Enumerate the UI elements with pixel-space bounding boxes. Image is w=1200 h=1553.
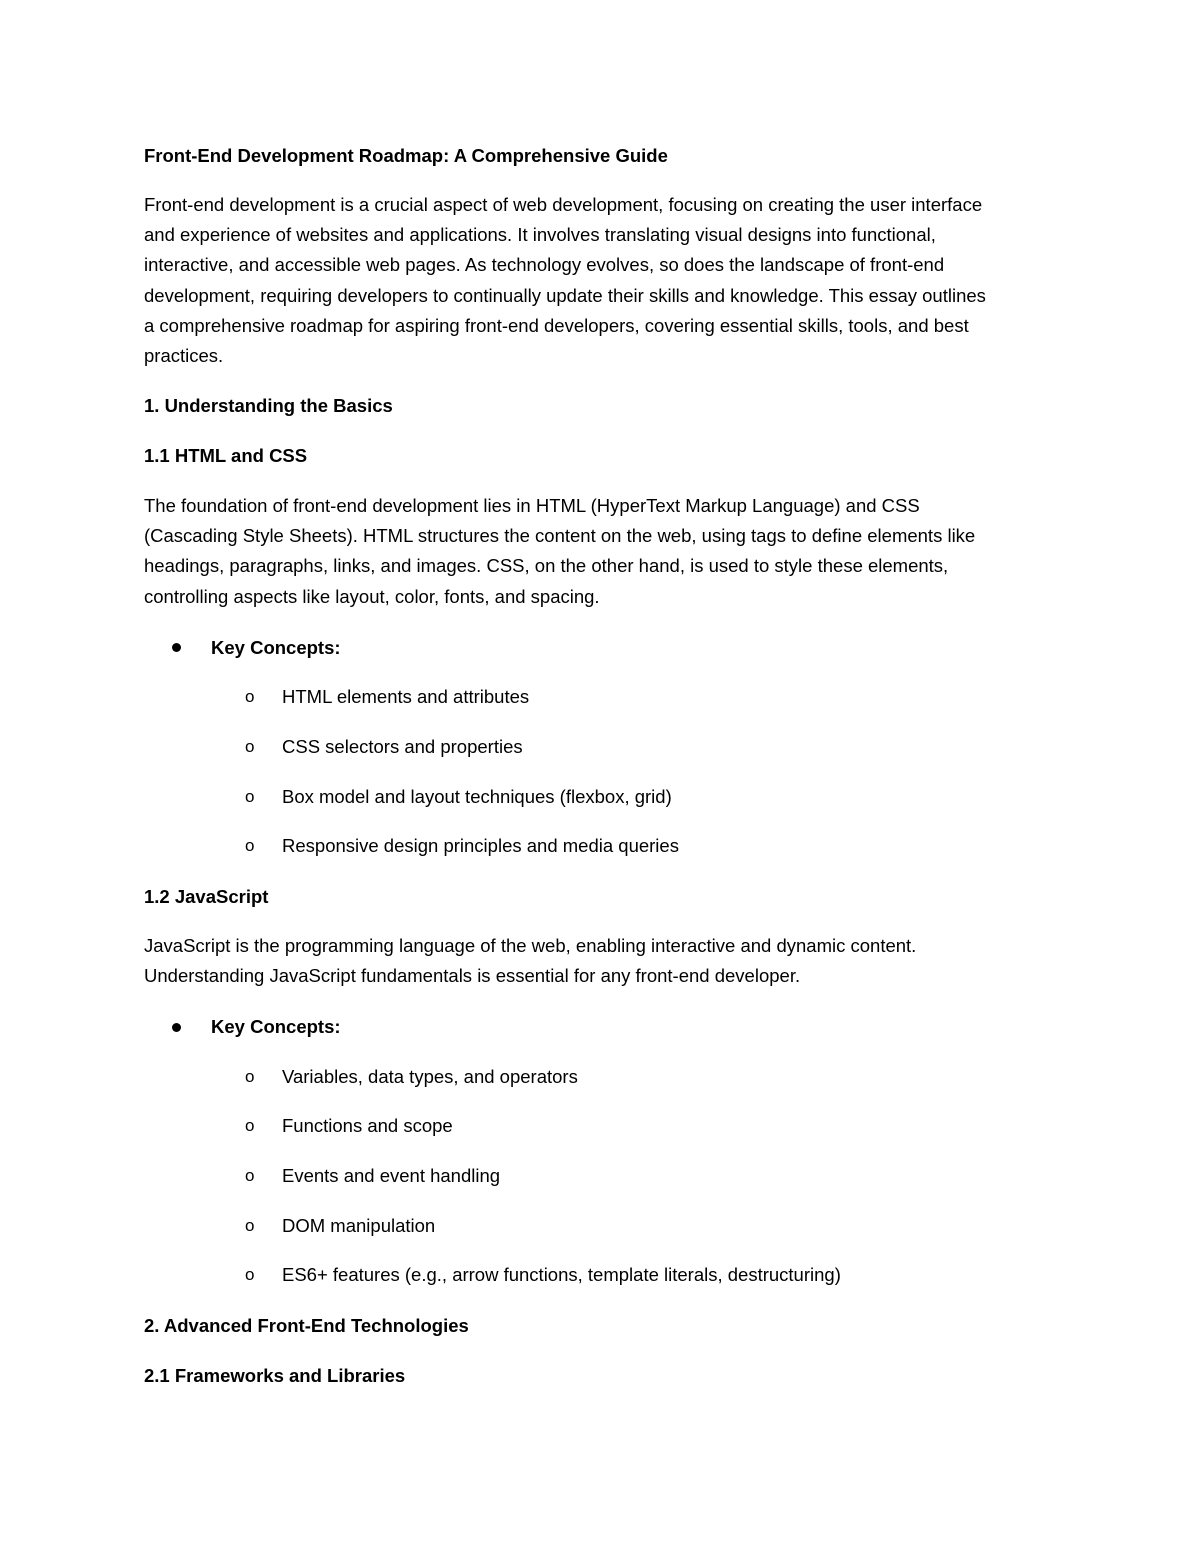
paragraph-line: (Cascading Style Sheets). HTML structures the content on the web, using tags to define elements like xyxy=(144,525,976,547)
intro-line: practices. xyxy=(144,345,224,367)
list-item: Responsive design principles and media queries xyxy=(282,835,679,856)
intro-line: Front-end development is a crucial aspect of web development, focusing on creating the user interface xyxy=(144,194,983,215)
bullet-icon xyxy=(172,1023,181,1032)
circle-bullet-icon: o xyxy=(245,687,255,706)
key-concepts-label: Key Concepts: xyxy=(211,1016,341,1037)
intro-line: a comprehensive roadmap for aspiring front-end developers, covering essential skills, tools, and best xyxy=(144,314,969,336)
paragraph-line: The foundation of front-end development lies in HTML (HyperText Markup Language) and CSS xyxy=(144,495,920,516)
circle-bullet-icon: o xyxy=(245,787,255,806)
paragraph-line: controlling aspects like layout, color, fonts, and spacing. xyxy=(144,585,600,607)
list-item: Functions and scope xyxy=(282,1115,453,1136)
section-1-2-heading: 1.2 JavaScript xyxy=(144,886,269,907)
intro-paragraph xyxy=(144,190,1064,371)
circle-bullet-icon: o xyxy=(245,1216,255,1235)
circle-bullet-icon: o xyxy=(245,737,255,756)
intro-line: interactive, and accessible web pages. As technology evolves, so does the landscape of front-end xyxy=(144,254,945,276)
list-item: Box model and layout techniques (flexbox, grid) xyxy=(282,786,672,807)
list-item: ES6+ features (e.g., arrow functions, template literals, destructuring) xyxy=(282,1264,841,1285)
document-title: Front-End Development Roadmap: A Comprehensive Guide xyxy=(144,145,668,166)
list-item: DOM manipulation xyxy=(282,1215,436,1236)
section-1-1-heading: 1.1 HTML and CSS xyxy=(144,445,308,466)
list-item: HTML elements and attributes xyxy=(282,686,530,707)
paragraph-line: JavaScript is the programming language of the web, enabling interactive and dynamic content. xyxy=(144,935,917,956)
section-1-1-paragraph xyxy=(144,491,1064,612)
circle-bullet-icon: o xyxy=(245,1265,255,1284)
circle-bullet-icon: o xyxy=(245,836,255,855)
intro-line: and experience of websites and applications. It involves translating visual designs into functional, xyxy=(144,224,936,246)
circle-bullet-icon: o xyxy=(245,1166,255,1185)
paragraph-line: headings, paragraphs, links, and images. CSS, on the other hand, is used to style these elements, xyxy=(144,555,949,577)
section-2-1-heading: 2.1 Frameworks and Libraries xyxy=(144,1365,406,1386)
key-concepts-label: Key Concepts: xyxy=(211,637,341,658)
section-1-heading: 1. Understanding the Basics xyxy=(144,395,393,416)
section-1-2-paragraph xyxy=(144,931,1064,991)
list-item: Variables, data types, and operators xyxy=(282,1066,578,1087)
paragraph-line: Understanding JavaScript fundamentals is essential for any front-end developer. xyxy=(144,965,801,987)
list-item: CSS selectors and properties xyxy=(282,736,523,757)
circle-bullet-icon: o xyxy=(245,1116,255,1135)
bullet-icon xyxy=(172,643,181,652)
list-item: Events and event handling xyxy=(282,1165,501,1186)
circle-bullet-icon: o xyxy=(245,1067,255,1086)
intro-line: development, requiring developers to continually update their skills and knowledge. This essay outlines xyxy=(144,284,986,306)
section-2-heading: 2. Advanced Front-End Technologies xyxy=(144,1315,469,1336)
